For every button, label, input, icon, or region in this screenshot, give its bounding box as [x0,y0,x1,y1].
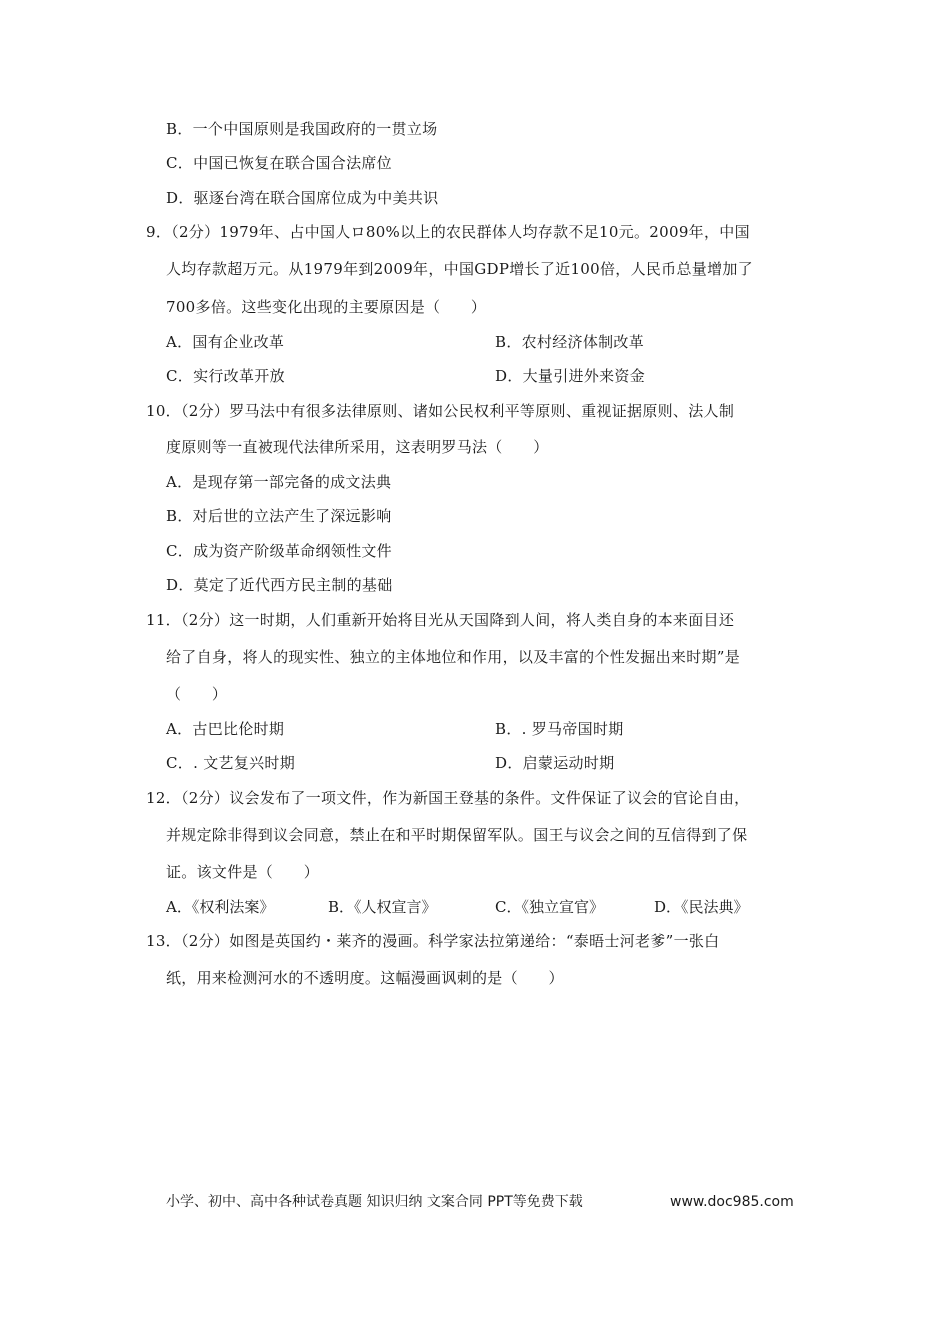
q9-option-d: D．大量引进外来资金 [495,367,646,385]
q9-option-a: A．国有企业改革 [166,333,285,351]
q10-stem-line-1: 10．（2分）罗马法中有很多法律原则、诸如公民权利平等原则、重视证据原则、法人制 [146,402,735,420]
q11-stem-line-3: （ ） [166,685,228,703]
q10-stem-line-2: 度原则等一直被现代法律所采用，这表明罗马法（ ） [166,438,549,456]
q11-stem-line-1: 11．（2分）这一时期，人们重新开始将目光从天国降到人间，将人类自身的本来面目还 [146,611,735,629]
q10-option-d: D．莫定了近代西方民主制的基础 [166,576,393,594]
q12-option-b: B．《人权宣言》 [328,898,437,916]
footer-text: 小学、初中、高中各种试卷真题 知识归纳 文案合同 PPT等免费下载 [166,1194,583,1210]
q8-option-c: C．中国已恢复在联合国合法席位 [166,154,392,172]
q12-stem-line-2: 并规定除非得到议会同意，禁止在和平时期保留军队。国王与议会之间的互信得到了保 [166,826,748,844]
q12-option-a: A．《权利法案》 [166,898,275,916]
q10-option-c: C．成为资产阶级革命纲领性文件 [166,542,392,560]
footer-url[interactable]: www.doc985.com [670,1194,794,1210]
q11-option-c: C．. 文艺复兴时期 [166,754,296,772]
q11-option-d: D．启蒙运动时期 [495,754,615,772]
q11-stem-line-2: 给了自身，将人的现实性、独立的主体地位和作用，以及丰富的个性发掘出来时期”是 [166,648,741,666]
q8-option-b: B．一个中国原则是我国政府的一贯立场 [166,120,438,138]
q9-stem-line-1: 9．（2分）1979年、占中国人ロ80%以上的农民群体人均存款不足10元。2009年，中国 [146,223,750,241]
q12-stem-line-3: 证。该文件是（ ） [166,863,320,881]
q11-option-b: B．. 罗马帝国时期 [495,720,624,738]
q9-stem-line-3: 700多倍。这些变化出现的主要原因是（ ） [166,298,487,316]
q9-option-c: C．实行改革开放 [166,367,285,385]
q9-option-b: B．农村经济体制改革 [495,333,645,351]
q13-stem-line-1: 13．（2分）如图是英国约・莱齐的漫画。科学家法拉第递给：“泰晤士河老爹”一张白 [146,932,720,950]
q12-option-d: D．《民法典》 [654,898,749,916]
q13-stem-line-2: 纸，用来检测河水的不透明度。这幅漫画讽刺的是（ ） [166,969,564,987]
q12-option-c: C．《独立宣官》 [495,898,604,916]
q11-option-a: A．古巴比伦时期 [166,720,285,738]
q10-option-a: A．是现存第一部完备的成文法典 [166,473,392,491]
q9-stem-line-2: 人均存款超万元。从1979年到2009年，中国GDP增长了近100倍，人民币总量增加了 [166,260,753,278]
q8-option-d: D．驱逐台湾在联合国席位成为中美共识 [166,189,439,207]
q10-option-b: B．对后世的立法产生了深远影响 [166,507,392,525]
q12-stem-line-1: 12．（2分）议会发布了一项文件，作为新国王登基的条件。文件保证了议会的官论自由， [146,789,750,807]
